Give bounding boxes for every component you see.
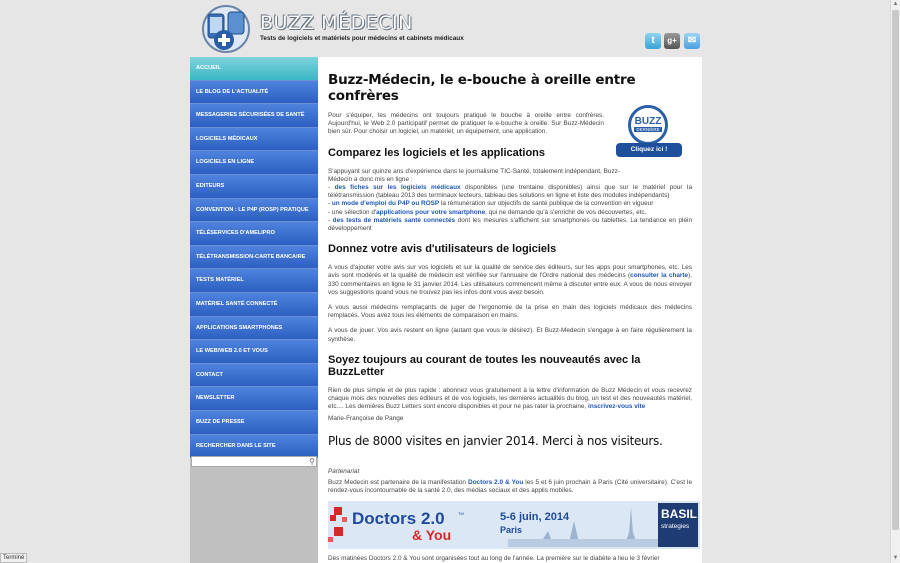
buzz-medecin-logo-icon[interactable] — [198, 4, 252, 54]
tests-materiels-link[interactable]: des tests de matériels santé connectés — [332, 216, 456, 224]
banner-sponsor: BASIL — [661, 507, 697, 522]
nav-item-teleservices[interactable]: TÉLÉSERVICES D'AMELIPRO — [190, 222, 318, 246]
section-compare-title: Comparez les logiciels et les applications — [328, 146, 546, 159]
section-compare-bullet-1: - des fiches sur les logiciels médicaux disponibles (une trentaine disponibles) ainsi que sur le matériel pour la télétransmission (tableau 2013 des terminaux lecteurs, tableau des solutions en ligne et liste des modules indépendants) — [328, 184, 693, 200]
scroll-thumb[interactable] — [892, 10, 899, 530]
nav-item-blog[interactable]: LE BLOG DE L'ACTUALITÉ — [190, 81, 318, 105]
section-buzzletter-paragraph: Rien de plus simple et de plus rapide : abonnez vous gratuitement à la lettre d'information de Buzz Médecin et vous recevrez chaque mois des nouvelles des éditeurs et de vos logiciels, les dernières actualités du blog, un test et des nouveautés matériel, etc.... Les dernières Buzz Letters sont encore disponibles et pour ne pas rater la prochaine, inscrivez-vous vite — [328, 386, 692, 411]
banner-tm: TM — [458, 511, 464, 517]
nav-item-newsletter[interactable]: NEWSLETTER — [190, 387, 318, 411]
section-compare-intro: S'appuyant sur quinze ans d'expérience dans le journalisme TIC-Santé, totalement indépendant, Buzz-Médecin a donc mis en ligne : — [328, 167, 620, 183]
twitter-icon[interactable]: t — [645, 33, 661, 49]
visits-announcement: Plus de 8000 visites en janvier 2014. Merci à nos visiteurs. — [328, 433, 663, 448]
buzz-derniere-badge[interactable] — [616, 105, 682, 161]
inscrivez-vous-link[interactable]: inscrivez-vous vite — [588, 403, 646, 411]
section-avis-paragraph-3: A vous de jouer. Vos avis restent en ligne (autant que vous le désirez). Et Buzz-Medecin s'engage à en faire régulièrement la synthèse. — [328, 327, 692, 343]
banner-sponsor-sub: strategies — [661, 523, 690, 531]
doctors-2-0-link[interactable]: Doctors 2.0 & You — [468, 478, 524, 486]
cliquez-ici-button[interactable]: Cliquez ici ! — [616, 143, 682, 157]
section-avis-title: Donnez votre avis d'utilisateurs de logiciels — [328, 243, 557, 256]
partner-paragraph: Buzz Medecin est partenaire de la manifestation Doctors 2.0 & You les 5 et 6 juin prochain à Paris (Cité universitaire). C'est le rendez-vous incontournable de la santé 2.0, des médias sociaux et des applis mobiles. — [328, 478, 693, 495]
badge-derniere-text: DERNIÈRE — [634, 127, 662, 132]
vertical-scrollbar[interactable] — [890, 0, 900, 563]
sidebar-nav — [190, 57, 318, 563]
nav-item-contact[interactable]: CONTACT — [190, 364, 318, 388]
nav-item-applications[interactable]: APPLICATIONS SMARTPHONES — [190, 317, 318, 341]
nav-item-rechercher[interactable]: RECHERCHER DANS LE SITE — [190, 435, 318, 459]
section-compare-bullet-4: - des tests de matériels santé connectés dont les mesures s'affichent sur smartphones ou tablettes. La tendance en plein développement — [328, 216, 693, 233]
badge-buzz-text: BUZZ — [634, 116, 662, 127]
search-input[interactable] — [191, 456, 317, 467]
banner-you: & You — [412, 527, 452, 544]
footer-paragraph: Des matinées Doctors 2.0 & You sont organisées tout au long de l'année. La première sur le diabète a lieu le 3 février — [328, 555, 660, 563]
nav-item-web2[interactable]: LE WEB/WEB 2.0 ET VOUS — [190, 340, 318, 364]
charte-link[interactable]: consulter la charte — [630, 272, 689, 280]
section-buzzletter-title: Soyez toujours au courant de toutes les nouveautés avec la BuzzLetter — [328, 353, 641, 378]
page-title: Buzz-Médecin, le e-bouche à oreille entre confrères — [328, 72, 636, 104]
banner-title: Doctors 2.0 — [352, 509, 445, 529]
nav-item-accueil[interactable]: ACCUEIL — [190, 57, 318, 81]
partner-label: Partenariat — [328, 467, 360, 475]
nav-item-teletransmission[interactable]: TÉLÉTRANSMISSION-CARTE BANCAIRE — [190, 246, 318, 270]
nav-item-materiel-connecte[interactable]: MATÉRIEL SANTÉ CONNECTÉ — [190, 293, 318, 317]
status-bar: Terminé — [0, 553, 27, 563]
signature: Marie-Françoise de Pange — [328, 415, 404, 423]
scroll-down-icon[interactable]: ▼ — [892, 555, 899, 561]
site-tagline: Tests de logiciels et matériels pour médecins et cabinets médicaux — [260, 35, 464, 42]
intro-paragraph: Pour s'équiper, les médecins ont toujours pratiqué le bouche à oreille entre confrères. Aujourd'hui, le Web 2.0 participatif permet de pratiquer le e-bouche à oreille. Sur Buzz-Médecin bien sûr. Pour choisir un logiciel, un matériel, un équipement, une application. — [328, 112, 604, 136]
nav-item-logiciels-en-ligne[interactable]: LOGICIELS EN LIGNE — [190, 151, 318, 175]
page-container — [190, 0, 702, 563]
main-content — [318, 57, 702, 563]
nav-item-buzz-presse[interactable]: BUZZ DE PRESSE — [190, 411, 318, 435]
nav-item-convention[interactable]: CONVENTION : LE P4P (ROSP) PRATIQUE — [190, 199, 318, 223]
section-avis-paragraph-2: A vous aussi médecins remplaçants de juger de l'ergonomie de la prise en main des logiciels médicaux des médecins remplacés. Vous avez tous les éléments de comparaison en mains. — [328, 304, 692, 320]
applications-smartphone-link[interactable]: applications pour votre smartphone — [376, 208, 486, 216]
email-icon[interactable]: ✉ — [684, 33, 700, 49]
nav-item-editeurs[interactable]: EDITEURS — [190, 175, 318, 199]
doctors-2-0-banner[interactable] — [328, 501, 700, 549]
fiches-logiciels-link[interactable]: des fiches sur les logiciels médicaux — [334, 184, 461, 192]
p4p-rosp-link[interactable]: un mode d'emploi du P4P ou ROSP — [331, 200, 440, 208]
section-compare-bullet-2: - un mode d'emploi du P4P ou ROSP la rémunération sur objectifs de santé publique de la convention en vigueur — [328, 200, 654, 208]
section-compare-bullet-3: - une sélection d'applications pour votre smartphone, qui ne demande qu'à s'enrichir de vos découvertes, etc. — [328, 208, 647, 216]
site-header — [190, 0, 702, 57]
badge-circle — [628, 105, 668, 145]
section-avis-paragraph-1: A vous d'ajouter votre avis sur vos logiciels et sur la qualité de service des éditeurs, sur les apps pour smartphones, etc. Les avis sont modérés et la qualité de médecin est vérifiée sur l'annuaire de l'Ordre national des médecins (consulter la charte). 330 commentaires en ligne le 31 janvier 2014. Les utilisateurs commencent même à discuter entre eux. A vous de nous envoyer vos suggestions quand vous ne trouvez pas les infos dont vous avez besoin. — [328, 264, 692, 296]
site-brand[interactable]: BUZZ MÉDECIN — [260, 12, 413, 34]
search-icon[interactable]: ⚲ — [309, 457, 315, 466]
scroll-up-icon[interactable]: ▲ — [892, 1, 899, 7]
nav-item-logiciels-medicaux[interactable]: LOGICIELS MÉDICAUX — [190, 128, 318, 152]
nav-item-messageries[interactable]: MESSAGERIES SÉCURISÉES DE SANTÉ — [190, 104, 318, 128]
banner-dates: 5-6 juin, 2014 — [500, 511, 570, 524]
google-plus-icon[interactable]: g+ — [664, 33, 680, 49]
nav-item-tests-materiel[interactable]: TESTS MATÉRIEL — [190, 269, 318, 293]
banner-city: Paris — [500, 525, 523, 536]
